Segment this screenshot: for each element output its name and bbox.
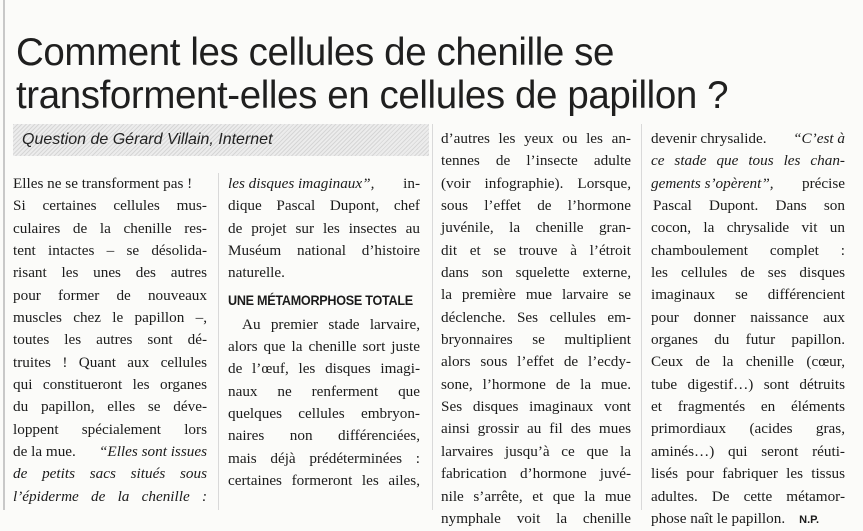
text-line: Ceux de la chenille (cœur, xyxy=(651,353,845,371)
text-line: imaginaux se différencient xyxy=(651,286,845,304)
quote-fragment: les disques imaginaux”, xyxy=(228,175,375,192)
text-line: Ses disques imaginaux vont xyxy=(441,398,631,416)
text-line: sous l’effet de l’hormone xyxy=(441,197,631,215)
text-line: larvaires jusqu’à ce que la xyxy=(441,442,631,460)
text-line: alors que la chenille sort juste xyxy=(228,338,420,356)
text-line xyxy=(651,128,845,150)
text-line: aminés…) qui seront réuti- xyxy=(651,442,845,460)
text-line: tennes de l’insecte adulte xyxy=(441,152,631,170)
text-column-3 xyxy=(441,128,631,530)
text-line: de petits sacs situés sous xyxy=(13,465,207,483)
text-line: déclenche. Ses cellules em- xyxy=(441,308,631,326)
text-line: sone, l’hormone de la mue. xyxy=(441,375,631,393)
text-line: primordiaux (acides gras, xyxy=(651,420,845,438)
text-line: dique Pascal Dupont, chef xyxy=(228,197,420,215)
text-line: certaines formeront les ailes, xyxy=(228,472,420,490)
text-line xyxy=(13,441,207,463)
text-line: ainsi grossir au fil des mues xyxy=(441,420,631,438)
text-line: juvénile, la chenille gran- xyxy=(441,219,631,237)
text-line xyxy=(228,173,420,195)
text-line: la première mue larvaire se xyxy=(441,286,631,304)
text-line: qui constitueront les organes xyxy=(13,376,207,394)
text-fragment: de la mue. xyxy=(13,443,76,461)
left-border-rule xyxy=(3,0,5,510)
quote-fragment: “C’est à xyxy=(793,130,845,147)
quote-fragment: gements s’opèrent”, xyxy=(651,174,774,192)
text-line: ce stade que tous les chan- xyxy=(651,152,845,170)
text-column-4 xyxy=(651,128,845,530)
text-line: de projet sur les insectes au xyxy=(228,219,420,237)
question-byline: Question de Gérard Villain, Internet xyxy=(22,131,273,148)
text-line: Muséum national d’histoire xyxy=(228,242,420,260)
text-line: dans son squelette externe, xyxy=(441,264,631,282)
text-line: naturelle. xyxy=(228,264,285,282)
text-line: loppent spécialement lors xyxy=(13,420,207,438)
text-line: adultes. De cette métamor- xyxy=(651,487,845,505)
text-line xyxy=(651,173,845,195)
text-line: chamboulement complet : xyxy=(651,241,845,259)
text-line: lisés pour fabriquer les tissus xyxy=(651,465,845,483)
title-line-2: transforment-elles en cellules de papillon ? xyxy=(16,73,729,117)
text-line: d’autres les yeux ou les an- xyxy=(441,130,631,147)
text-line: mais déjà prédéterminées : xyxy=(228,449,420,467)
text-line: muscles chez le papillon –, xyxy=(13,309,207,327)
text-line: pour former de nouveaux xyxy=(13,286,207,304)
text-line xyxy=(651,508,845,530)
text-fragment: in- xyxy=(403,175,420,192)
text-line: Si certaines cellules mus- xyxy=(13,197,207,215)
text-line: du papillon, elles se déve- xyxy=(13,398,207,416)
text-line: Pascal Dupont. Dans son xyxy=(653,197,845,215)
text-column-2 xyxy=(228,173,420,492)
text-line: naires non différenciées, xyxy=(228,427,420,445)
text-line: Elles ne se transforment pas ! xyxy=(13,175,193,192)
text-line: risant les unes des autres xyxy=(13,264,207,282)
text-line: quelques cellules embryon- xyxy=(228,405,420,423)
text-line: l’épiderme de la chenille : xyxy=(13,487,207,505)
text-line: tent intactes – se désolida- xyxy=(13,242,207,260)
column-divider xyxy=(218,173,219,510)
text-line: tube digestif…) sont détruits xyxy=(651,375,845,393)
text-line: de l’œuf, les disques imagi- xyxy=(228,360,420,378)
title-line-1: Comment les cellules de chenille se xyxy=(16,30,615,74)
text-line: les cellules de ses disques xyxy=(651,264,845,282)
text-line: naux ne renferment que xyxy=(228,382,420,400)
column-divider xyxy=(432,124,433,510)
author-signature: N.P. xyxy=(799,513,820,526)
text-line: toutes les autres sont dé- xyxy=(13,331,207,349)
text-fragment: précise xyxy=(801,174,845,192)
text-line: fabrication d’hormone juvé- xyxy=(441,465,631,483)
text-line: et fragmentés en éléments xyxy=(651,398,845,416)
text-line: pour donner naissance aux xyxy=(651,308,845,326)
text-column-1 xyxy=(13,173,207,508)
text-line: bryonnaires se multiplient xyxy=(441,331,631,349)
text-fragment: devenir chrysalide. xyxy=(651,130,767,147)
text-line: culaires de la chenille res- xyxy=(13,219,207,237)
text-line: alors sous l’effet de l’ecdy- xyxy=(441,353,631,371)
text-line: organes du futur papillon. xyxy=(651,331,845,349)
text-line: (voir infographie). Lorsque, xyxy=(441,174,631,192)
text-line: Au premier stade larvaire, xyxy=(242,315,420,333)
column-divider xyxy=(641,124,642,510)
text-line: nile s’arrête, et que la mue xyxy=(441,487,631,505)
text-line: cocon, la chrysalide vit un xyxy=(651,219,845,237)
text-line: truites ! Quant aux cellules xyxy=(13,353,207,371)
text-fragment: phose naît le papillon. xyxy=(651,509,786,527)
text-line: nymphale voit la chenille xyxy=(441,509,631,527)
section-subheading: UNE MÉTAMORPHOSE TOTALE xyxy=(228,291,413,308)
quote-fragment: “Elles sont issues xyxy=(98,443,207,461)
article-title xyxy=(16,31,861,117)
text-line: dit et se trouve à l’étroit xyxy=(441,241,631,259)
